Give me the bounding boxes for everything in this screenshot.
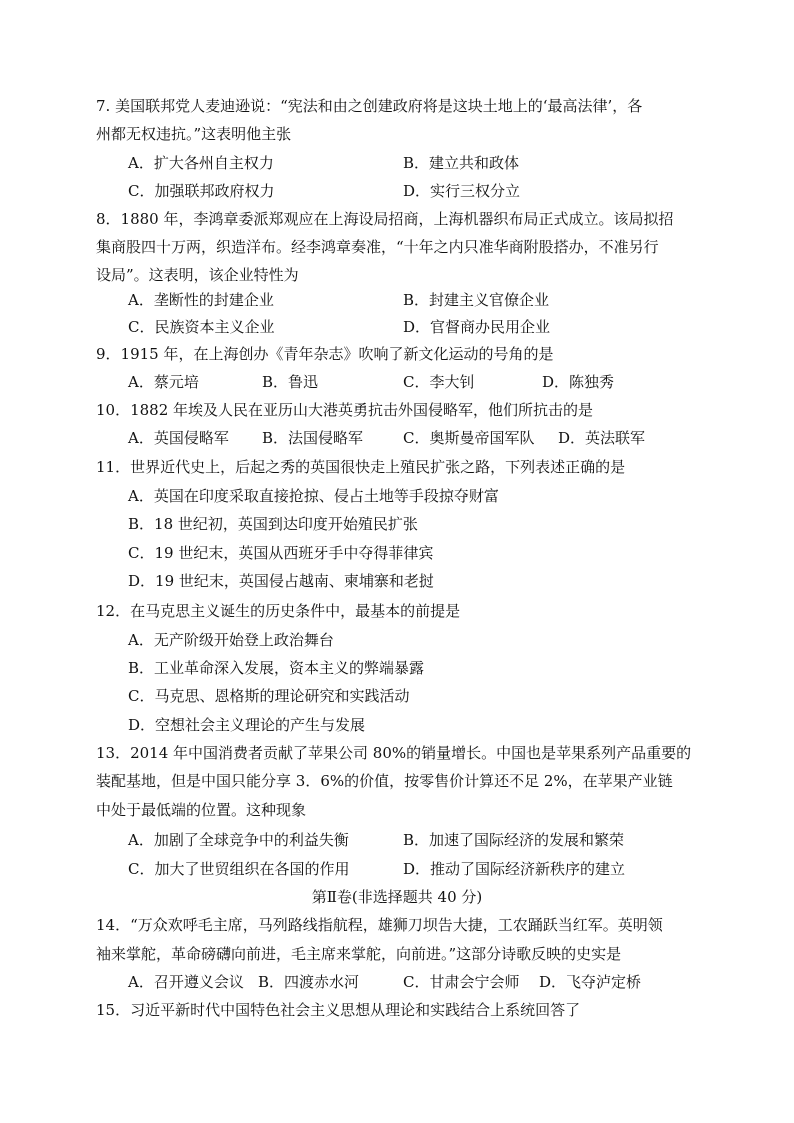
q14-stem-line-2: 袖来掌舵，革命磅礴向前进，毛主席来掌舵，向前进。”这部分诗歌反映的史实是: [96, 945, 622, 963]
q7-option-d: D．实行三权分立: [403, 182, 521, 200]
q8-stem-line-1: 8．1880 年，李鸿章委派郑观应在上海设局招商，上海机器织布局正式成立。该局拟招: [96, 210, 674, 228]
q13-option-c: C．加大了世贸组织在各国的作用: [128, 860, 350, 878]
q13-option-a: A．加剧了全球竞争中的利益失衡: [128, 831, 349, 849]
q12-option-c: C．马克思、恩格斯的理论研究和实践活动: [128, 687, 410, 705]
q9-option-b: B．鲁迅: [262, 373, 319, 391]
q8-option-a: A．垄断性的封建企业: [128, 291, 274, 309]
q10-option-b: B．法国侵略军: [262, 429, 364, 447]
q11-stem: 11．世界近代史上，后起之秀的英国很快走上殖民扩张之路，下列表述正确的是: [96, 458, 626, 476]
q7-stem-line-2: 州都无权违抗。”这表明他主张: [96, 125, 292, 143]
q10-option-a: A．英国侵略军: [128, 429, 229, 447]
q10-option-d: D．英法联军: [558, 429, 646, 447]
q10-option-c: C．奥斯曼帝国军队: [403, 429, 535, 447]
q9-option-a: A．蔡元培: [128, 373, 199, 391]
q8-option-b: B．封建主义官僚企业: [403, 291, 550, 309]
q11-option-a: A．英国在印度采取直接抢掠、侵占土地等手段掠夺财富: [128, 487, 499, 505]
q14-option-a: A．召开遵义会议: [128, 973, 244, 991]
q11-option-b: B．18 世纪初，英国到达印度开始殖民扩张: [128, 515, 418, 533]
q12-option-a: A．无产阶级开始登上政治舞台: [128, 631, 334, 649]
q12-option-b: B．工业革命深入发展，资本主义的弊端暴露: [128, 659, 425, 677]
q14-stem-line-1: 14．“万众欢呼毛主席，马列路线指航程，雄狮刀坝告大捷，工农踊跃当红军。英明领: [96, 916, 663, 934]
q7-option-c: C．加强联邦政府权力: [128, 182, 275, 200]
q8-option-c: C．民族资本主义企业: [128, 318, 275, 336]
q8-stem-line-2: 集商股四十万两，织造洋布。经李鸿章奏准，“十年之内只准华商附股搭办，不准另行: [96, 238, 659, 256]
q9-stem: 9．1915 年，在上海创办《青年杂志》吹响了新文化运动的号角的是: [96, 345, 554, 363]
q8-stem-line-3: 设局”。这表明，该企业特性为: [96, 266, 299, 284]
q13-option-d: D．推动了国际经济新秩序的建立: [403, 860, 626, 878]
q11-option-d: D．19 世纪末，英国侵占越南、柬埔寨和老挝: [128, 572, 434, 590]
q13-stem-line-3: 中处于最低端的位置。这种现象: [96, 801, 307, 819]
q14-option-c: C．甘肃会宁会师: [403, 973, 520, 991]
q15-stem: 15．习近平新时代中国特色社会主义思想从理论和实践结合上系统回答了: [96, 1001, 581, 1019]
q7-option-b: B．建立共和政体: [403, 154, 520, 172]
q9-option-d: D．陈独秀: [542, 373, 615, 391]
q7-stem-line-1: 7. 美国联邦党人麦迪逊说：“宪法和由之创建政府将是这块土地上的‘最高法律’，各: [96, 97, 643, 115]
q12-option-d: D．空想社会主义理论的产生与发展: [128, 716, 366, 734]
q10-stem: 10．1882 年埃及人民在亚历山大港英勇抗击外国侵略军，他们所抗击的是: [96, 401, 594, 419]
q13-stem-line-2: 装配基地，但是中国只能分享 3．6%的价值，按零售价计算还不足 2%，在苹果产业链: [96, 772, 673, 790]
q14-option-b: B．四渡赤水河: [258, 973, 360, 991]
q7-option-a: A．扩大各州自主权力: [128, 154, 274, 172]
q14-option-d: D．飞夺泸定桥: [539, 973, 642, 991]
q11-option-c: C．19 世纪末，英国从西班牙手中夺得菲律宾: [128, 544, 434, 562]
q9-option-c: C．李大钊: [403, 373, 475, 391]
section-title: 第Ⅱ卷(非选择题共 40 分): [311, 888, 483, 906]
q13-option-b: B．加速了国际经济的发展和繁荣: [403, 831, 625, 849]
q12-stem: 12．在马克思主义诞生的历史条件中，最基本的前提是: [96, 602, 461, 620]
q13-stem-line-1: 13．2014 年中国消费者贡献了苹果公司 80%的销量增长。中国也是苹果系列产品重要的: [96, 744, 692, 762]
q8-option-d: D．官督商办民用企业: [403, 318, 551, 336]
